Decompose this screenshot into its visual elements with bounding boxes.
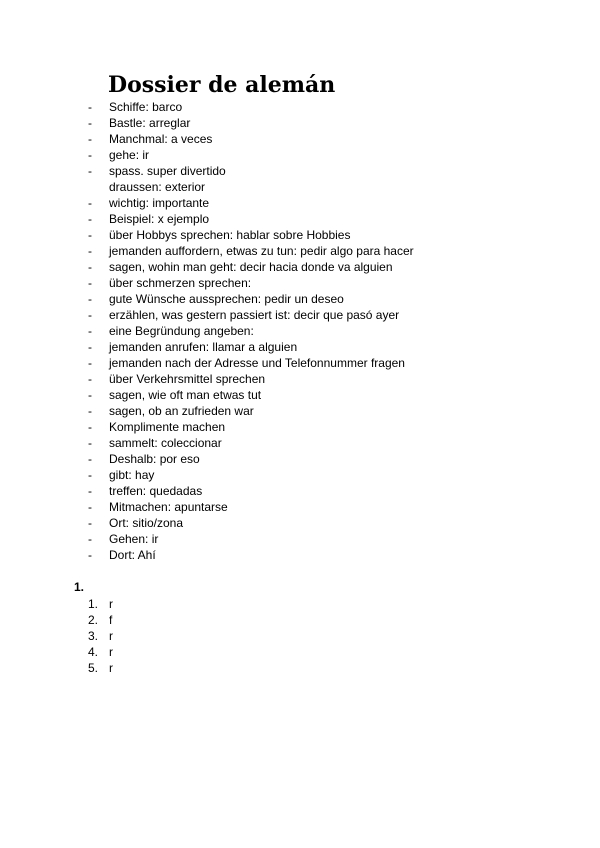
vocab-text: Dort: Ahí — [109, 548, 156, 562]
vocab-text: jemanden anrufen: llamar a alguien — [109, 340, 298, 354]
section-heading: 1. — [74, 580, 85, 594]
answer-number: 4. — [88, 645, 99, 659]
vocab-text: über schmerzen sprechen: — [109, 276, 252, 290]
vocab-text: gute Wünsche aussprechen: pedir un deseo — [109, 292, 344, 306]
list-bullet-dash: - — [88, 532, 92, 546]
list-bullet-dash: - — [88, 340, 92, 354]
page-title: Dossier de alemán — [108, 72, 336, 98]
list-bullet-dash: - — [88, 148, 92, 162]
list-bullet-dash: - — [88, 292, 92, 306]
list-bullet-dash: - — [88, 420, 92, 434]
vocab-text: Komplimente machen — [109, 420, 226, 434]
list-bullet-dash: - — [88, 276, 92, 290]
vocab-text: sammelt: coleccionar — [109, 436, 222, 450]
vocab-text: Schiffe: barco — [109, 100, 183, 114]
vocab-text: Bastle: arreglar — [109, 116, 191, 130]
list-bullet-dash: - — [88, 436, 92, 450]
list-bullet-dash: - — [88, 372, 92, 386]
list-bullet-dash: - — [88, 100, 92, 114]
vocab-text: draussen: exterior — [109, 180, 206, 194]
list-bullet-dash: - — [88, 324, 92, 338]
list-bullet-dash: - — [88, 388, 92, 402]
vocab-text: über Verkehrsmittel sprechen — [109, 372, 266, 386]
answer-number: 2. — [88, 613, 99, 627]
answer-value: r — [109, 597, 113, 611]
vocab-text: spass. super divertido — [109, 164, 226, 178]
vocab-text: über Hobbys sprechen: hablar sobre Hobbies — [109, 228, 351, 242]
answer-number: 1. — [88, 597, 99, 611]
vocab-text: wichtig: importante — [109, 196, 210, 210]
vocab-text: Mitmachen: apuntarse — [109, 500, 228, 514]
list-bullet-dash: - — [88, 308, 92, 322]
list-bullet-dash: - — [88, 228, 92, 242]
vocab-text: gehe: ir — [109, 148, 150, 162]
vocab-text: Beispiel: x ejemplo — [109, 212, 210, 226]
vocab-text: Manchmal: a veces — [109, 132, 213, 146]
vocab-text: Gehen: ir — [109, 532, 159, 546]
answer-value: r — [109, 661, 113, 675]
list-bullet-dash: - — [88, 196, 92, 210]
vocab-text: jemanden auffordern, etwas zu tun: pedir algo para hacer — [109, 244, 414, 258]
answer-value: f — [109, 613, 113, 627]
vocab-text: eine Begründung angeben: — [109, 324, 254, 338]
list-bullet-dash: - — [88, 116, 92, 130]
answer-value: r — [109, 645, 113, 659]
list-bullet-dash: - — [88, 484, 92, 498]
list-bullet-dash: - — [88, 516, 92, 530]
answer-value: r — [109, 629, 113, 643]
list-bullet-dash: - — [88, 356, 92, 370]
list-bullet-dash: - — [88, 548, 92, 562]
vocab-text: sagen, ob an zufrieden war — [109, 404, 254, 418]
vocab-text: jemanden nach der Adresse und Telefonnummer fragen — [109, 356, 405, 370]
list-bullet-dash: - — [88, 404, 92, 418]
list-bullet-dash: - — [88, 132, 92, 146]
vocab-text: treffen: quedadas — [109, 484, 203, 498]
vocab-text: sagen, wohin man geht: decir hacia donde va alguien — [109, 260, 393, 274]
list-bullet-dash: - — [88, 452, 92, 466]
list-bullet-dash: - — [88, 244, 92, 258]
list-bullet-dash: - — [88, 468, 92, 482]
answer-number: 3. — [88, 629, 99, 643]
list-bullet-dash: - — [88, 164, 92, 178]
vocab-text: erzählen, was gestern passiert ist: decir que pasó ayer — [109, 308, 400, 322]
vocab-text: Ort: sitio/zona — [109, 516, 184, 530]
list-bullet-dash: - — [88, 500, 92, 514]
vocab-text: gibt: hay — [109, 468, 155, 482]
list-bullet-dash: - — [88, 260, 92, 274]
answer-number: 5. — [88, 661, 99, 675]
vocab-text: sagen, wie oft man etwas tut — [109, 388, 262, 402]
list-bullet-dash: - — [88, 212, 92, 226]
vocab-text: Deshalb: por eso — [109, 452, 200, 466]
